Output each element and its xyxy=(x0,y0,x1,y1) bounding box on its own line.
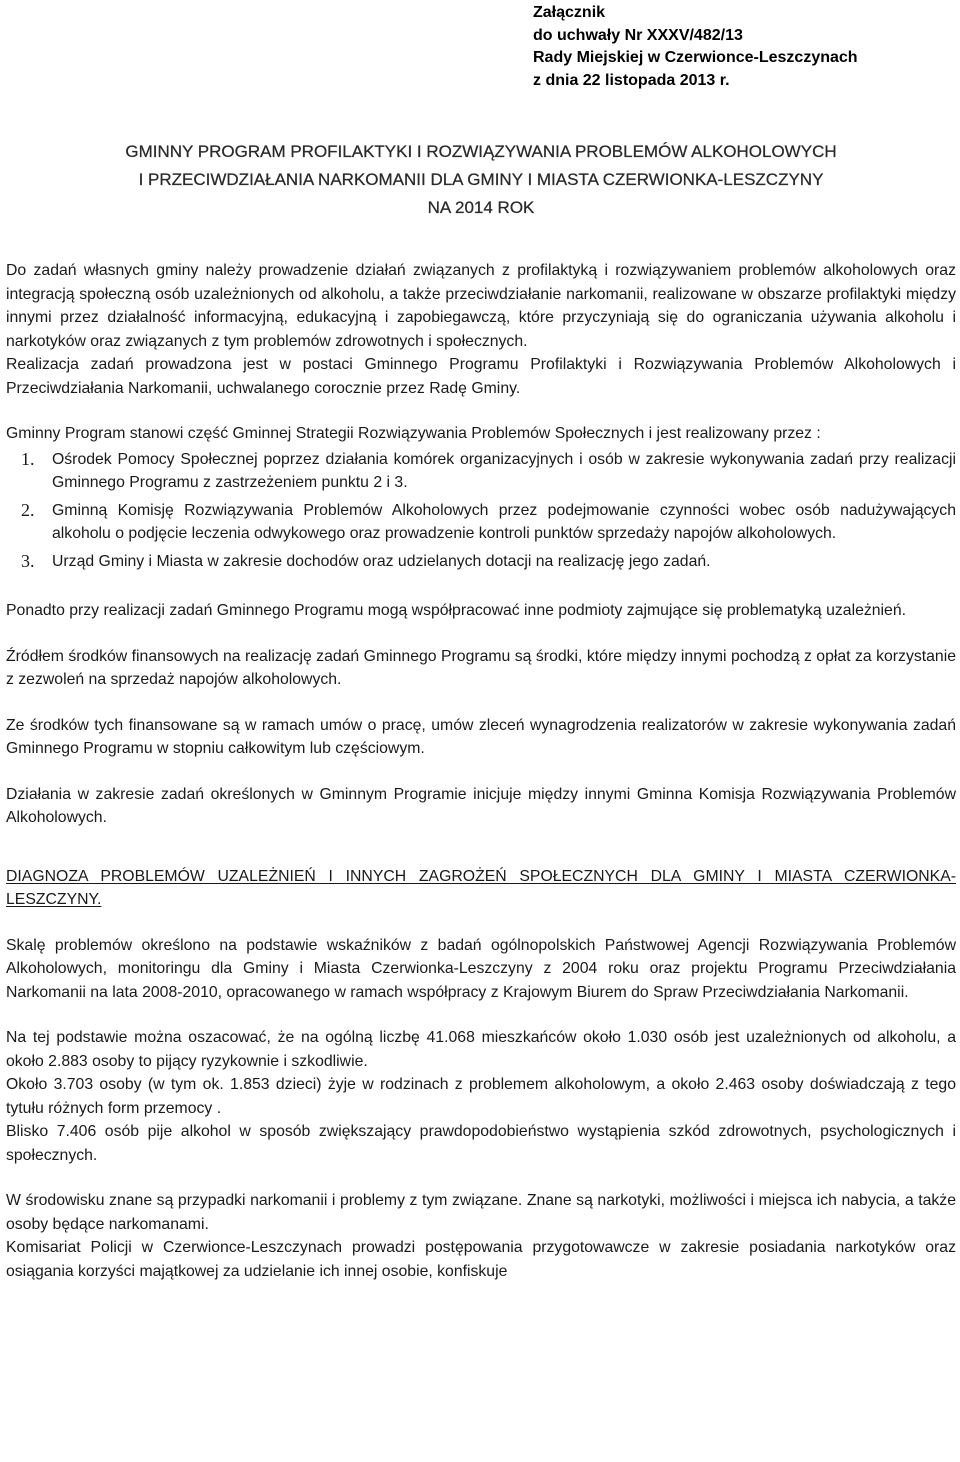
cooperation-paragraph: Ponadto przy realizacji zadań Gminnego Programu mogą współpracować inne podmioty zajmujące się problematyką uzależnień. xyxy=(6,602,907,619)
list-item-text: Ośrodek Pomocy Społecznej poprzez działania komórek organizacyjnych i osób w zakresie wykonywania zadań przy realizacji Gminnego Programu z zastrzeżeniem punktu 2 i 3. xyxy=(52,450,956,491)
drugs-environment-paragraph: W środowisku znane są przypadki narkomanii i problemy z tym związane. Znane są narkotyki, możliwości i miejsca ich nabycia, a także osoby będące narkomanami. xyxy=(6,1192,956,1233)
estimate-risk-paragraph: Blisko 7.406 osób pije alkohol w sposób zwiększający prawdopodobieństwo wystąpienia szkód zdrowotnych, psychologicznych i społecznych. xyxy=(6,1123,956,1164)
list-item xyxy=(6,448,956,495)
funding-paragraph: Źródłem środków finansowych na realizację zadań Gminnego Programu są środki, które między innymi pochodzą z opłat za korzystanie z zezwoleń na sprzedaż napojów alkoholowych. xyxy=(6,647,956,688)
intro-paragraph: Do zadań własnych gminy należy prowadzenie działań związanych z profilaktyką i rozwiązywaniem problemów alkoholowych oraz integracją społeczną osób uzależnionych od alkoholu, a także przeciwdziałanie narkomanii, realizowane w obszarze profilaktyki między innymi przez działalność informacyjną, edukacyjną i zapobiegawczą, które przyczyniają się do ograniczania używania alkoholu i narkotyków oraz związanych z tym problemów zdrowotnych i społecznych. xyxy=(6,262,956,350)
annex-header xyxy=(533,2,858,92)
drugs-police-paragraph: Komisariat Policji w Czerwionce-Leszczynach prowadzi postępowania przygotowawcze w zakresie posiadania narkotyków oraz osiągania korzyści majątkowej za udzielanie ich innej osobie, konfiskuje xyxy=(6,1239,956,1280)
initiator-paragraph: Działania w zakresie zadań określonych w Gminnym Programie inicjuje między innymi Gminna Komisja Rozwiązywania Problemów Alkoholowych. xyxy=(6,785,956,826)
annex-label: Załącznik xyxy=(533,4,606,21)
diagnosis-scale-paragraph: Skalę problemów określono na podstawie wskaźników z badań ogólnopolskich Państwowej Agencji Rozwiązywania Problemów Alkoholowych, monitoringu dla Gminy i Miasta Czerwionka-Leszczyny z 2004 roku oraz projektu Programu Przeciwdziałania Narkomanii na lata 2008-2010, opracowanego w ramach współpracy z Krajowym Biurem do Spraw Przeciwdziałania Narkomanii. xyxy=(6,936,956,1001)
title-line-1: GMINNY PROGRAM PROFILAKTYKI I ROZWIĄZYWANIA PROBLEMÓW ALKOHOLOWYCH xyxy=(125,142,837,161)
list-item xyxy=(6,499,956,546)
annex-resolution: do uchwały Nr XXXV/482/13 xyxy=(533,26,743,44)
list-item-text: Gminną Komisję Rozwiązywania Problemów Alkoholowych przez podejmowanie czynności wobec osób nadużywających alkoholu o podjęcie leczenia odwykowego oraz prowadzenie kontroli punktów sprzedaży napojów alkoholowych. xyxy=(52,501,956,542)
list-item xyxy=(6,550,956,574)
program-executors-list xyxy=(6,448,956,574)
title-line-3: NA 2014 ROK xyxy=(427,198,535,217)
financed-paragraph: Ze środków tych finansowane są w ramach umów o pracę, umów zleceń wynagrodzenia realizatorów w zakresie wykonywania zadań Gminnego Programu w stopniu całkowitym lub częściowym. xyxy=(6,716,956,757)
diagnosis-heading: DIAGNOZA PROBLEMÓW UZALEŻNIEŃ I INNYCH ZAGROŻEŃ SPOŁECZNYCH DLA GMINY I MIASTA CZERWIONKA-LESZCZYNY. xyxy=(6,867,956,908)
document-title xyxy=(6,138,956,222)
estimate-families-paragraph: Około 3.703 osoby (w tym ok. 1.853 dzieci) żyje w rodzinach z problemem alkoholowym, a około 2.463 osoby doświadczają z tego tytułu różnych form przemocy . xyxy=(6,1076,956,1117)
title-line-2: I PRZECIWDZIAŁANIA NARKOMANII DLA GMINY I MIASTA CZERWIONKA-LESZCZYNY xyxy=(138,170,824,189)
list-item-number: 1. xyxy=(21,448,35,469)
realization-paragraph: Realizacja zadań prowadzona jest w postaci Gminnego Programu Profilaktyki i Rozwiązywania Problemów Alkoholowych i Przeciwdziałania Narkomanii, uchwalanego corocznie przez Radę Gminy. xyxy=(6,356,956,397)
annex-council: Rady Miejskiej w Czerwionce-Leszczynach xyxy=(533,49,858,66)
annex-date: z dnia 22 listopada 2013 r. xyxy=(533,71,730,89)
program-lead-paragraph: Gminny Program stanowi część Gminnej Strategii Rozwiązywania Problemów Społecznych i jest realizowany przez : xyxy=(6,425,821,442)
document-body xyxy=(6,259,956,1283)
list-item-number: 3. xyxy=(21,550,35,571)
list-item-number: 2. xyxy=(21,499,35,520)
list-item-text: Urząd Gminy i Miasta w zakresie dochodów oraz udzielanych dotacji na realizację jego zadań. xyxy=(52,552,711,570)
estimate-dependents-paragraph: Na tej podstawie można oszacować, że na ogólną liczbę 41.068 mieszkańców około 1.030 osób jest uzależnionych od alkoholu, a około 2.883 osoby to pijący ryzykownie i szkodliwie. xyxy=(6,1029,956,1070)
